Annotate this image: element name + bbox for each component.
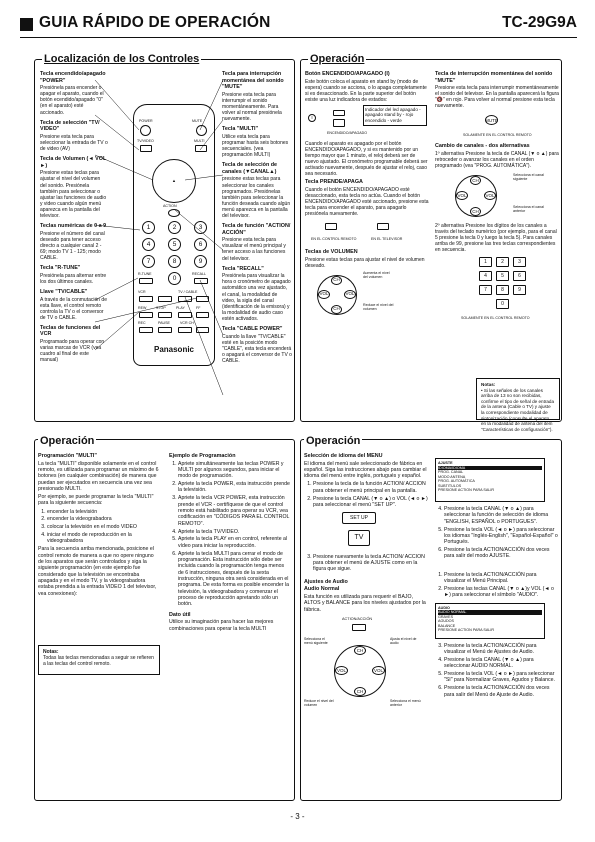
key-5[interactable]: 5 <box>168 238 181 251</box>
menu-line: SUBTITULOS <box>438 483 462 488</box>
language-steps-cont <box>304 554 428 573</box>
power-switch-icon: I <box>308 114 316 122</box>
list-item: 6. Presione la tecla ACTION/ACCIÓN dos veces para salir del modo AJUSTE. <box>444 547 559 560</box>
key-1[interactable]: 1 <box>142 221 155 234</box>
menu-line: PROG. CANAL <box>438 470 464 475</box>
rec-label: REC <box>138 321 146 325</box>
power-key-diagram <box>305 219 429 249</box>
control-desc: Programado para operar con varias marcas de VCR (vea cuadro al final de este manual) <box>40 339 105 364</box>
rew-label: REW <box>138 306 147 310</box>
language-intro: El idioma del menú sale seleccionado de fábrica en español. Siga las instrucciones abajo para cambiar el idioma del menú entre inglés, portugués y español. <box>304 460 427 480</box>
adjust-caption: Ajusta el nivel de audio <box>390 636 417 646</box>
control-heading: Teclas de funciones del VCR <box>40 324 101 338</box>
power-diagram <box>305 105 429 141</box>
language-col-b <box>435 458 559 699</box>
recall-label: RECALL <box>192 272 206 276</box>
control-heading: Tecla "MULTI" <box>222 126 259 133</box>
list-item: 2. encender la videograbadora <box>47 516 160 522</box>
action-label: ACTION <box>163 204 177 208</box>
menu-line: MODO ANTENA <box>438 474 466 479</box>
channel-diagram <box>435 171 559 223</box>
keypad-key-5: 5 <box>496 271 509 281</box>
mute-diagram <box>435 111 559 143</box>
power-switch-caption: ENCENDIDO/APAGADO <box>327 130 368 135</box>
vol-up-caption: Aumenta el nivel del volumen <box>363 270 390 279</box>
volume-text: Presione estas teclas para ajustar el nivel de volumen deseado. <box>305 256 425 269</box>
key-8[interactable]: 8 <box>168 255 181 268</box>
power-switch-text: Este botón coloca el aparato en stand by (modo de espera) cuando se acciona, o lo apaga completamente si es desaccionado. En la parte superior del botón existe una luz indicadora de estados: <box>305 78 427 103</box>
multi-note-title: Notas: <box>43 649 59 655</box>
vol-left-icon: VOL <box>318 290 330 299</box>
audio-steps <box>435 572 559 599</box>
pad-vol-right-icon: VOL <box>484 191 496 200</box>
list-item: 4. Apriete la tecla TV/VIDEO. <box>178 529 291 535</box>
operation-col-a <box>305 71 429 319</box>
audio-ch-down-icon: CH <box>354 687 366 696</box>
ch-down-icon: CH <box>331 305 342 314</box>
key-3[interactable]: 3 <box>194 221 207 234</box>
key-9[interactable]: 9 <box>194 255 207 268</box>
list-item: 4. iniciar el modo de reproducción en la videograbadora <box>47 532 160 545</box>
list-item: 4. Presione la tecla CANAL (▼ o ▲) para seleccionar AUDIO NORMAL. <box>444 657 559 670</box>
menu-line: PRESIONE ACTION PARA SALIR <box>438 488 495 493</box>
multi-heading: Programación "MULTI" <box>38 453 97 459</box>
multi-procedure-text: Para la secuencia arriba mencionada, posicione el control remoto de manera a que no opere ninguno de los aparatos que serán controlados y siga la siguiente programación (en este ejemplo fue considerado que la televisión se encontraba apagada y en el modo TV, y la videograbadora estaba prendida a la entrada VIDEO 1 del televisor, vea conexiones): <box>38 546 157 597</box>
control-heading: Tecla de selección de canales (▼CANAL▲) <box>222 162 278 175</box>
control-desc: Presione esta tecla para interrumpir el sonido momentáneamente. Para volver al normal presiónela nuevamente. <box>222 91 282 123</box>
page-header <box>20 12 577 40</box>
menu-line: AJUSTE <box>438 461 453 465</box>
keypad-key-0: 0 <box>496 299 509 309</box>
keypad-diagram <box>435 255 559 327</box>
keypad-key-3: 3 <box>513 257 526 267</box>
list-item: 5. Apriete la tecla PLAY en en control, referente al vídeo para iniciar la reproducción. <box>178 536 291 549</box>
control-desc: presione estas teclas para seleccionar los canales programados. Presiónelas también para seleccionar la función deseada cuando algún menú aparezca en la pantalla del televisor. <box>222 176 291 219</box>
control-desc: Presiónela para visualizar la hora o cronómetro de apagado automático una vez ajustado, el canal, la modalidad de video, la sigla del canal (identificación de la emisora) y la modalidad de audio caso estén activados. <box>222 273 291 322</box>
control-heading: Tecla para interrupción momentánea del sonido "MUTE" <box>222 71 284 91</box>
multi-section-title: Operación <box>40 435 95 447</box>
control-heading: Tecla "RECALL" <box>222 265 264 272</box>
key-2[interactable]: 2 <box>168 221 181 234</box>
header-square <box>20 18 33 31</box>
example-steps <box>169 461 291 608</box>
channel-alt2-text: 2º alternativa Presione los dígitos de los canales a través del teclado numérico (por ejemplo, para el canal 5 presione la tecla 0 y luego la tecla 5). Para canales arriba de 99, presione las tres teclas correspondientes en secuencia. <box>435 223 557 254</box>
control-desc: Presione el número del canal deseado para tener acceso directo a cualquier canal 2 - 69; modo TV 1 - 125; modo CABLE. <box>40 230 105 262</box>
language-col-a <box>304 453 428 715</box>
multi-note-text: Todas las teclas mencionadas a seguir se refieren a las teclas del control remoto. <box>43 655 154 668</box>
audio-vol-left-icon: VOL <box>335 666 348 675</box>
control-heading: Tecla de función "ACTION/ ACCIÓN" <box>222 223 291 236</box>
menu-line: AUDIO <box>438 605 450 610</box>
tvvideo-label: TV/VIDEO <box>137 139 154 143</box>
audio-steps-b <box>435 643 559 698</box>
rtune-label: R-TUNE <box>138 272 152 276</box>
control-desc: Presione esta tecla para visualizar el menú principal y tener acceso a las funciones del televisor. <box>222 237 286 262</box>
setup-icon: SET UP <box>342 512 376 524</box>
vol-down-caption: Reduce el nivel del volumen <box>363 302 394 311</box>
play-label: PLAY <box>176 306 185 310</box>
list-item: 3. Apriete la tecla VCR POWER, esta instrucción prende el VCR - certifíquese de que el control remoto está habilitado para operar su VCR, vea codificación en "CÓDIGOS PARA EL CONTROL REMOTO". <box>178 495 291 527</box>
list-item: 1. Apriete simultáneamente las teclas POWER y MULTI por algunos segundos, para iniciar el modo de programación. <box>178 461 291 480</box>
operation-col-b <box>435 71 559 327</box>
page-number: - 3 - <box>290 812 305 821</box>
model-number: TC-29G9A <box>502 14 577 31</box>
example-heading: Ejemplo de Programación <box>169 453 236 459</box>
list-item: 4. Presione la tecla CANAL (▼ o ▲) para seleccionar la función de selección de idioma "ENGLISH, ESPAÑOL o PORTUGUES". <box>444 506 559 525</box>
control-desc: Presiónela para alternar entre los dos últimos canales. <box>40 272 107 285</box>
vcr-label: VCR <box>138 290 146 294</box>
multi-col-a <box>38 453 160 599</box>
language-section-title: Operación <box>306 435 361 447</box>
language-heading: Selección de idioma del MENU <box>304 453 383 459</box>
list-item: 1. encender la televisión <box>47 509 160 515</box>
power-rocker <box>333 119 345 127</box>
menu-line: AUDIO NORMAL <box>438 610 542 615</box>
reduce-caption: Reduce el nivel del volumen <box>304 698 334 708</box>
led-indicator <box>333 110 345 116</box>
audio-ch-up-icon: CH <box>354 646 366 655</box>
language-steps-b <box>435 506 559 560</box>
tip-text: Utilice su imaginación para hacer las mejores combinaciones para operar la tecla MULTI <box>169 619 274 632</box>
pause-label: PAUSE <box>158 321 170 325</box>
keypad-key-7: 7 <box>479 285 492 295</box>
key-0[interactable]: 0 <box>168 272 181 285</box>
multi-note <box>38 645 160 675</box>
header-rule <box>20 37 577 38</box>
audio-diagram <box>304 615 428 715</box>
vol-right-icon: VOL <box>344 290 356 299</box>
stop-label: STOP <box>156 306 166 310</box>
menu-line: PROG. AUTOMÁTICA <box>438 479 475 484</box>
keypad-key-2: 2 <box>496 257 509 267</box>
multi-example: Por ejemplo, se puede programar la tecla "MULTI" para la siguiente secuencia: <box>38 494 154 507</box>
language-audio-section <box>300 435 562 801</box>
menu-line: AGUDOS <box>438 619 454 624</box>
control-desc: Cuando la llave "TV/CABLE" esté en la posición modo "CABLE", esta tecla encenderá o apagará el conversor de TV o CABLE. <box>222 333 292 364</box>
audio-menu-screen <box>435 603 545 639</box>
multi-section <box>34 435 295 801</box>
control-desc: Presione esta tecla para seleccionar la entrada de TV o de video (AV) <box>40 133 108 153</box>
menu-line: GRAVES <box>438 614 454 619</box>
channel-prev-caption: Selecciona el canal anterior <box>513 205 544 214</box>
list-item: 1. Presione la tecla ACTION/ACCIÓN para visualizar el Menú Principal. <box>444 572 559 585</box>
key-7[interactable]: 7 <box>142 255 155 268</box>
control-heading: Llave "TV/CABLE" <box>40 288 88 295</box>
operation-title-top: Operación <box>310 53 365 65</box>
menu-line: PRESIONE ACTION PARA SALIR <box>438 628 495 633</box>
control-heading: Tecla "CABLE POWER" <box>222 325 283 332</box>
callout-lines <box>35 60 296 423</box>
control-desc: Utilice esta tecla para programar hasta seis botones secuenciales. (vea programación MULTI) <box>222 133 289 159</box>
mute-caption: SOLAMENTE EN EL CONTROL REMOTO <box>463 133 532 138</box>
power-switch-heading: Botón ENCENDIDO/APAGADO (I) <box>305 71 390 77</box>
audio-vol-right-icon: VOL <box>372 666 385 675</box>
tvcable-label: TV / CABLE <box>178 290 198 294</box>
multi-label: MULTI <box>194 139 205 143</box>
menu-line: IDIOMA/IDIOMA <box>438 466 542 471</box>
control-desc: Presiónela para encender o apagar el aparato, cuando el botón ecendido/apagado "0" (en el aparato) esté accionado. <box>40 85 104 116</box>
list-item: 6. Apriete la tecla MULTI para cerrar el modo de programación. Esta instrucción sólo debe ser incluida cuando la programación tenga menos de 6 instrucciones, después de la sexta instrucción, ninguna otra será considerada en el programa. De esta forma es posible encender la televisión, la videograbadora y comenzar el proceso de reproducción apretando sólo un botón. <box>178 551 291 608</box>
action-caption: ACTION/ACCIÓN <box>342 616 373 621</box>
keypad-key-6: 6 <box>513 271 526 281</box>
operation-section-top <box>300 53 562 432</box>
list-item: 3. colocar la televisión en el modo VIDEO <box>47 524 160 530</box>
led-legend: Indicador del led apagado - apagado stand by - rojo encendido - verde <box>363 105 427 126</box>
list-item: 2. Presione la tecla CANAL (▼ o ▲) o VOL (◄ o ►) para seleccionar el menú "SET UP". <box>313 496 428 509</box>
list-item: 5. Presione la tecla VOL (◄ o ►) para seleccionar los idiomas "Inglés-English", "Español-Español" o Portugués. <box>444 527 559 546</box>
list-item: 5. Presione la tecla VOL (◄ o ►) para seleccionar "SI" para Normalizar Graves, Agudos y Balance. <box>444 671 559 684</box>
channel-next-caption: Selecciona el canal siguiente <box>513 173 544 182</box>
controls-section <box>34 53 295 422</box>
controls-title: Localización de los Controles <box>44 53 200 65</box>
channel-alt1-text: 1º alternativa Presione la tecla de CANAL (▼ o ▲) para retroceder o avanzar los canales en el orden programado (vea "PROG. AUTOMÁTICA"). <box>435 150 559 170</box>
control-heading: Tecla encendido/apagado "POWER" <box>40 71 106 84</box>
mute-key-icon: MUTE <box>485 115 498 125</box>
prev-menu-caption: Selecciona el menú anterior <box>390 698 421 708</box>
channel-change-heading: Cambio de canales - dos alternativas <box>435 143 530 150</box>
control-heading: Tecla "R-TUNE" <box>40 265 81 272</box>
control-desc: Presione estas teclas para ajustar el nivel del volumen del sonido. Presiónela también para seleccionar o ajustar las funciones de audio y video cuando algún menú aparezca en la pantalla del televisor. <box>40 170 107 219</box>
prende-text: Cuando el botón ENCENDIDO/APAGADO esté desaccionado, esta tecla no actúa. Cuando el botón ENCENDIDO/APAGADO esté accionado, presione esta tecla para encender el aparato, para apagarlo presiónela nuevamente. <box>305 186 429 218</box>
vcrch-label: VCR CH <box>180 321 194 325</box>
keypad-key-8: 8 <box>496 285 509 295</box>
audio-heading: Ajustes de Audio <box>304 578 348 585</box>
control-heading: Tecla de Volumen (◄ VOL ►) <box>40 156 107 169</box>
key-6[interactable]: 6 <box>194 238 207 251</box>
multi-intro: La tecla "MULTI" disponible solamente en el control remoto, es utilizada para programar un máximo de 6 botones (en cualquier combinación) de manera que puedan ser ejecutados en secuencia una vez sea presionado MULTI. <box>38 460 159 492</box>
control-heading: Teclas numéricas de 0 a 9 <box>40 223 107 230</box>
tv-icon: TV <box>348 530 370 546</box>
list-item: 3. Presione nuevamente la tecla ACTION/ ACCION para obtener el menú de AJUSTE como en la figura que sigue. <box>313 554 428 573</box>
key-4[interactable]: 4 <box>142 238 155 251</box>
audio-normal-heading: Audio Normal <box>304 586 340 593</box>
audio-normal-text: Esta función es utilizada para requerir el BAJO, ALTOS y BALANCE para los niveles ajustados por la fábrica. <box>304 594 426 613</box>
list-item: 2. Apriete la tecla POWER, esta instrucción prende la televisión. <box>178 481 291 494</box>
channel-up-icon: CH <box>470 176 481 185</box>
control-desc: A través de la conmutación de esta llave, el control remoto controla la TV o el conversor de TV o CABLE. <box>40 296 107 321</box>
brand-logo: Panasonic <box>153 345 194 354</box>
control-heading: Tecla de selección "TV/ VIDEO" <box>40 119 100 133</box>
mute-heading: Tecla de interrupción momentánea del sonido "MUTE" <box>435 71 553 84</box>
channel-down-icon: CH <box>470 207 481 216</box>
keypad-key-9: 9 <box>513 285 526 295</box>
action-key-icon <box>352 624 366 631</box>
tip-heading: Dato útil <box>169 611 191 618</box>
page-title: GUIA RÁPIDO DE OPERACIÓN <box>39 14 271 31</box>
remote-caption: EN EL CONTROL REMOTO <box>311 236 357 241</box>
menu-line: BALANCE <box>438 623 456 628</box>
language-steps <box>304 481 428 508</box>
keypad-caption: SOLAMENTE EN EL CONTROL REMOTO <box>461 316 530 321</box>
multi-col-b <box>169 453 291 634</box>
list-item: 1. Presione la tecla de la función ACTION/ ACCION para obtener el menú principal en la pantalla. <box>313 481 428 494</box>
mute-text: Presione esta tecla para interrumpir momentáneamente el sonido del televisor. En la pantalla aparecerá la figura "🔇" en rojo. Para volver al normal presione esta tecla nuevamente. <box>435 85 559 110</box>
next-menu-caption: Selecciona el menú siguiente <box>304 636 328 646</box>
volume-heading: Teclas de VOLUMEN <box>305 248 358 255</box>
list-item: 6. Presione la tecla ACTION/ACCIÓN dos veces para salir del Menú de Ajuste de Audio. <box>444 685 559 698</box>
keypad-key-1: 1 <box>479 257 492 267</box>
mute-label: MUTE <box>192 119 203 123</box>
direction-pad[interactable]: ▲ <box>152 159 196 203</box>
list-item: 2. Presione las teclas CANAL (▼ o ▲)y VOL (◄ o ►) para seleccionar el símbolo "AUDIO". <box>444 586 559 599</box>
pad-vol-left-icon: VOL <box>456 191 468 200</box>
ff-label: FF <box>196 306 201 310</box>
tv-power-key <box>377 223 389 230</box>
clock-reset-text: Cuando el aparato es apagado por el botón ENCENDIDO/APAGADO, y si es mantenido por un tiempo mayor que 1 minuto, el reloj deberá ser de nuevo ajustado. El cronómetro programable deberá ser activado nuevamente, después de ajustar el reloj, caso sea necesario. <box>305 140 428 178</box>
tv-caption: EN EL TELEVISOR <box>371 236 403 241</box>
setup-diagram <box>304 510 428 554</box>
keypad-key-4: 4 <box>479 271 492 281</box>
prende-heading: Tecla PRENDE/APAGA <box>305 179 363 186</box>
volume-diagram <box>305 271 429 319</box>
channel-note <box>476 378 560 432</box>
list-item: 3. Presione la tecla ACTION/ACCIÓN para visualizar el Menú de Ajustes de Audio. <box>444 643 559 656</box>
power-label: POWER <box>139 119 153 123</box>
setup-menu-screen <box>435 458 545 502</box>
channel-note-text: • Si las señales de los canales arriba de 13 no son recibidas, confirme el tipo de señal de entrada de la antena (Cable o TV) y ajuste la correspondiente modalidad de sintonización (consulte el aparato en la modalidad de antena del item "Características de configuración"). <box>481 387 555 432</box>
channel-note-title: Notas: <box>481 382 496 387</box>
multi-sequence-list <box>38 509 160 545</box>
ch-up-icon: CH <box>331 276 342 285</box>
remote-power-key <box>325 223 337 230</box>
